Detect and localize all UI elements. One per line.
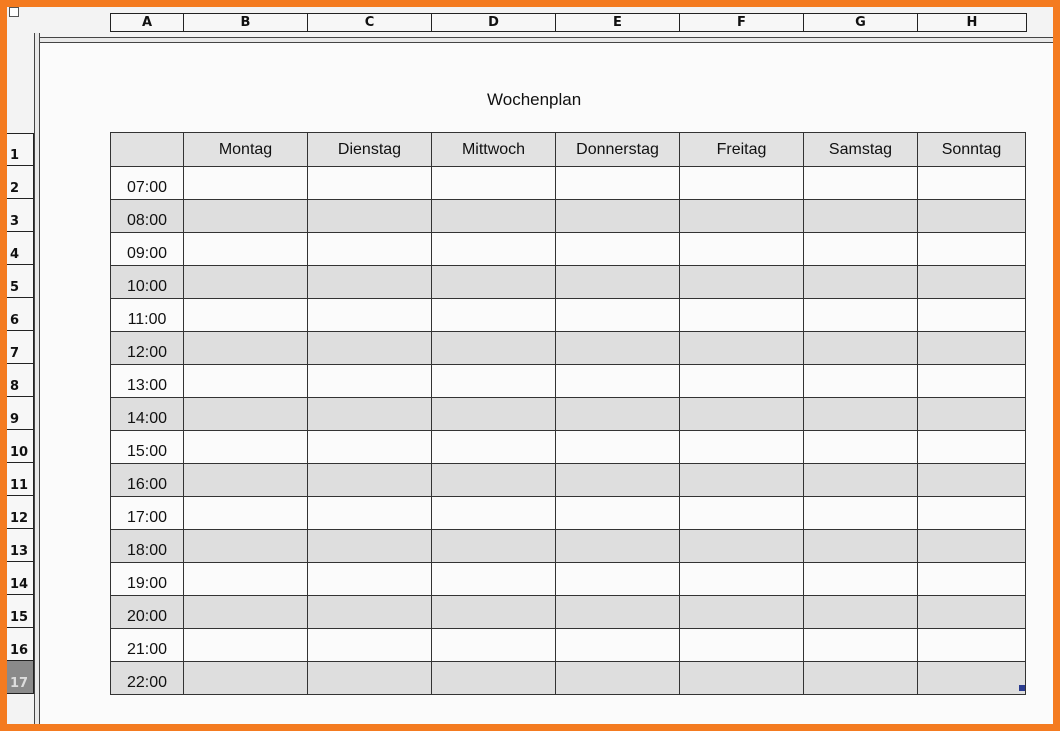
schedule-cell[interactable] bbox=[680, 497, 804, 530]
schedule-cell[interactable] bbox=[432, 365, 556, 398]
schedule-cell[interactable] bbox=[918, 398, 1026, 431]
schedule-cell[interactable] bbox=[432, 563, 556, 596]
schedule-cell[interactable] bbox=[918, 497, 1026, 530]
schedule-cell[interactable] bbox=[680, 662, 804, 695]
row-header-17[interactable]: 17 bbox=[7, 661, 33, 694]
schedule-cell[interactable] bbox=[432, 266, 556, 299]
time-cell[interactable]: 09:00 bbox=[111, 233, 184, 266]
time-row bbox=[111, 662, 1026, 695]
schedule-cell[interactable] bbox=[184, 299, 308, 332]
row-header-12[interactable]: 12 bbox=[7, 496, 33, 529]
row-header-8[interactable]: 8 bbox=[7, 364, 33, 397]
schedule-cell[interactable] bbox=[184, 464, 308, 497]
time-row bbox=[111, 464, 1026, 497]
schedule-cell[interactable] bbox=[918, 200, 1026, 233]
column-header-a[interactable]: A bbox=[111, 14, 184, 31]
time-cell[interactable]: 12:00 bbox=[111, 332, 184, 365]
schedule-cell[interactable] bbox=[804, 596, 918, 629]
schedule-cell[interactable] bbox=[432, 464, 556, 497]
day-header-cell[interactable]: Dienstag bbox=[308, 133, 432, 167]
time-cell[interactable]: 16:00 bbox=[111, 464, 184, 497]
schedule-cell[interactable] bbox=[308, 431, 432, 464]
schedule-cell[interactable] bbox=[918, 530, 1026, 563]
schedule-cell[interactable] bbox=[556, 431, 680, 464]
schedule-cell[interactable] bbox=[918, 629, 1026, 662]
schedule-cell[interactable] bbox=[680, 200, 804, 233]
schedule-cell[interactable] bbox=[184, 365, 308, 398]
column-header-b[interactable]: B bbox=[184, 14, 308, 31]
schedule-cell[interactable] bbox=[308, 167, 432, 200]
schedule-cell[interactable] bbox=[308, 596, 432, 629]
schedule-cell[interactable] bbox=[308, 530, 432, 563]
day-header-cell[interactable]: Mittwoch bbox=[432, 133, 556, 167]
row-header-strip bbox=[7, 133, 34, 694]
schedule-cell[interactable] bbox=[432, 431, 556, 464]
schedule-cell[interactable] bbox=[680, 563, 804, 596]
schedule-cell[interactable] bbox=[918, 233, 1026, 266]
schedule-cell[interactable] bbox=[804, 365, 918, 398]
day-header-cell[interactable]: Freitag bbox=[680, 133, 804, 167]
schedule-cell[interactable] bbox=[680, 398, 804, 431]
schedule-cell[interactable] bbox=[680, 266, 804, 299]
row-header-10[interactable]: 10 bbox=[7, 430, 33, 463]
schedule-cell[interactable] bbox=[308, 398, 432, 431]
schedule-cell[interactable] bbox=[804, 398, 918, 431]
schedule-cell[interactable] bbox=[804, 200, 918, 233]
time-row bbox=[111, 596, 1026, 629]
row-header-16[interactable]: 16 bbox=[7, 628, 33, 661]
schedule-cell[interactable] bbox=[556, 266, 680, 299]
schedule-cell[interactable] bbox=[184, 431, 308, 464]
schedule-cell[interactable] bbox=[432, 200, 556, 233]
schedule-cell[interactable] bbox=[918, 662, 1026, 695]
weekly-schedule-table bbox=[110, 132, 1026, 695]
schedule-cell[interactable] bbox=[184, 629, 308, 662]
column-header-c[interactable]: C bbox=[308, 14, 432, 31]
schedule-cell[interactable] bbox=[918, 167, 1026, 200]
schedule-cell[interactable] bbox=[804, 497, 918, 530]
schedule-cell[interactable] bbox=[184, 200, 308, 233]
time-cell[interactable]: 11:00 bbox=[111, 299, 184, 332]
schedule-cell[interactable] bbox=[680, 332, 804, 365]
schedule-cell[interactable] bbox=[308, 200, 432, 233]
row-header-11[interactable]: 11 bbox=[7, 463, 33, 496]
schedule-cell[interactable] bbox=[804, 530, 918, 563]
schedule-cell[interactable] bbox=[184, 266, 308, 299]
schedule-cell[interactable] bbox=[804, 332, 918, 365]
time-cell[interactable]: 07:00 bbox=[111, 167, 184, 200]
sheet-title: Wochenplan bbox=[487, 90, 582, 109]
schedule-cell[interactable] bbox=[308, 365, 432, 398]
column-header-e[interactable]: E bbox=[556, 14, 680, 31]
schedule-cell[interactable] bbox=[918, 299, 1026, 332]
row-header-5[interactable]: 5 bbox=[7, 265, 33, 298]
schedule-cell[interactable] bbox=[432, 662, 556, 695]
schedule-cell[interactable] bbox=[680, 365, 804, 398]
schedule-cell[interactable] bbox=[680, 431, 804, 464]
schedule-cell[interactable] bbox=[804, 266, 918, 299]
schedule-cell[interactable] bbox=[432, 299, 556, 332]
schedule-cell[interactable] bbox=[680, 629, 804, 662]
schedule-cell[interactable] bbox=[432, 629, 556, 662]
row-header-4[interactable]: 4 bbox=[7, 232, 33, 265]
time-cell[interactable]: 08:00 bbox=[111, 200, 184, 233]
schedule-cell[interactable] bbox=[184, 233, 308, 266]
schedule-cell[interactable] bbox=[432, 530, 556, 563]
row-header-15[interactable]: 15 bbox=[7, 595, 33, 628]
schedule-cell[interactable] bbox=[804, 233, 918, 266]
schedule-cell[interactable] bbox=[918, 596, 1026, 629]
empty-corner-cell[interactable] bbox=[111, 133, 184, 167]
day-header-cell[interactable]: Montag bbox=[184, 133, 308, 167]
time-row bbox=[111, 497, 1026, 530]
schedule-cell[interactable] bbox=[432, 497, 556, 530]
schedule-cell[interactable] bbox=[184, 332, 308, 365]
time-row bbox=[111, 365, 1026, 398]
row-header-3[interactable]: 3 bbox=[7, 199, 33, 232]
column-header-g[interactable]: G bbox=[804, 14, 918, 31]
time-row bbox=[111, 200, 1026, 233]
time-row bbox=[111, 530, 1026, 563]
schedule-cell[interactable] bbox=[556, 365, 680, 398]
column-header-d[interactable]: D bbox=[432, 14, 556, 31]
schedule-cell[interactable] bbox=[432, 596, 556, 629]
schedule-cell[interactable] bbox=[556, 596, 680, 629]
schedule-cell[interactable] bbox=[556, 167, 680, 200]
schedule-cell[interactable] bbox=[308, 563, 432, 596]
schedule-cell[interactable] bbox=[308, 332, 432, 365]
schedule-cell[interactable] bbox=[804, 431, 918, 464]
schedule-cell[interactable] bbox=[918, 431, 1026, 464]
spreadsheet-window bbox=[7, 7, 1053, 724]
schedule-cell[interactable] bbox=[308, 662, 432, 695]
time-row bbox=[111, 629, 1026, 662]
time-cell[interactable]: 13:00 bbox=[111, 365, 184, 398]
schedule-cell[interactable] bbox=[556, 629, 680, 662]
schedule-cell[interactable] bbox=[680, 596, 804, 629]
row-header-1[interactable]: 1 bbox=[7, 133, 33, 166]
schedule-cell[interactable] bbox=[432, 332, 556, 365]
schedule-cell[interactable] bbox=[184, 530, 308, 563]
time-row bbox=[111, 167, 1026, 200]
schedule-cell[interactable] bbox=[556, 662, 680, 695]
time-cell[interactable]: 15:00 bbox=[111, 431, 184, 464]
row-header-7[interactable]: 7 bbox=[7, 331, 33, 364]
schedule-cell[interactable] bbox=[804, 167, 918, 200]
schedule-cell[interactable] bbox=[432, 167, 556, 200]
day-header-cell[interactable]: Samstag bbox=[804, 133, 918, 167]
schedule-cell[interactable] bbox=[918, 464, 1026, 497]
schedule-cell[interactable] bbox=[804, 563, 918, 596]
schedule-cell[interactable] bbox=[184, 497, 308, 530]
schedule-cell[interactable] bbox=[556, 497, 680, 530]
time-cell[interactable]: 21:00 bbox=[111, 629, 184, 662]
column-header-strip bbox=[110, 13, 1027, 32]
schedule-cell[interactable] bbox=[918, 266, 1026, 299]
select-all-corner[interactable] bbox=[9, 7, 19, 17]
schedule-cell[interactable] bbox=[556, 464, 680, 497]
schedule-cell[interactable] bbox=[556, 200, 680, 233]
schedule-cell[interactable] bbox=[556, 233, 680, 266]
schedule-cell[interactable] bbox=[556, 299, 680, 332]
time-row bbox=[111, 431, 1026, 464]
time-row bbox=[111, 398, 1026, 431]
schedule-cell[interactable] bbox=[918, 563, 1026, 596]
time-cell[interactable]: 18:00 bbox=[111, 530, 184, 563]
schedule-cell[interactable] bbox=[680, 299, 804, 332]
schedule-cell[interactable] bbox=[432, 398, 556, 431]
schedule-cell[interactable] bbox=[556, 563, 680, 596]
day-header-cell[interactable]: Donnerstag bbox=[556, 133, 680, 167]
time-cell[interactable]: 22:00 bbox=[111, 662, 184, 695]
row-header-13[interactable]: 13 bbox=[7, 529, 33, 562]
schedule-cell[interactable] bbox=[680, 167, 804, 200]
schedule-cell[interactable] bbox=[184, 596, 308, 629]
schedule-cell[interactable] bbox=[556, 530, 680, 563]
schedule-cell[interactable] bbox=[184, 662, 308, 695]
schedule-cell[interactable] bbox=[804, 299, 918, 332]
schedule-cell[interactable] bbox=[804, 629, 918, 662]
time-cell[interactable]: 14:00 bbox=[111, 398, 184, 431]
schedule-cell[interactable] bbox=[804, 464, 918, 497]
schedule-cell[interactable] bbox=[308, 299, 432, 332]
day-header-row bbox=[111, 133, 1026, 167]
time-row bbox=[111, 266, 1026, 299]
schedule-cell[interactable] bbox=[184, 398, 308, 431]
schedule-cell[interactable] bbox=[184, 167, 308, 200]
schedule-cell[interactable] bbox=[918, 332, 1026, 365]
day-header-cell[interactable]: Sonntag bbox=[918, 133, 1026, 167]
column-header-f[interactable]: F bbox=[680, 14, 804, 31]
row-header-14[interactable]: 14 bbox=[7, 562, 33, 595]
column-header-h[interactable]: H bbox=[966, 15, 978, 30]
schedule-cell[interactable] bbox=[804, 662, 918, 695]
time-cell[interactable]: 10:00 bbox=[111, 266, 184, 299]
schedule-cell[interactable] bbox=[432, 233, 556, 266]
time-cell[interactable]: 17:00 bbox=[111, 497, 184, 530]
time-cell[interactable]: 20:00 bbox=[111, 596, 184, 629]
schedule-cell[interactable] bbox=[680, 233, 804, 266]
time-cell[interactable]: 19:00 bbox=[111, 563, 184, 596]
schedule-cell[interactable] bbox=[556, 332, 680, 365]
schedule-cell[interactable] bbox=[680, 464, 804, 497]
schedule-cell[interactable] bbox=[918, 365, 1026, 398]
row-header-9[interactable]: 9 bbox=[7, 397, 33, 430]
schedule-cell[interactable] bbox=[308, 629, 432, 662]
schedule-cell[interactable] bbox=[308, 233, 432, 266]
schedule-cell[interactable] bbox=[308, 464, 432, 497]
time-row bbox=[111, 233, 1026, 266]
row-header-6[interactable]: 6 bbox=[7, 298, 33, 331]
row-header-2[interactable]: 2 bbox=[7, 166, 33, 199]
time-row bbox=[111, 332, 1026, 365]
time-row bbox=[111, 299, 1026, 332]
schedule-cell[interactable] bbox=[308, 266, 432, 299]
schedule-cell[interactable] bbox=[556, 398, 680, 431]
schedule-cell[interactable] bbox=[184, 563, 308, 596]
schedule-cell[interactable] bbox=[308, 497, 432, 530]
time-row bbox=[111, 563, 1026, 596]
schedule-cell[interactable] bbox=[680, 530, 804, 563]
selection-fill-handle[interactable] bbox=[1019, 685, 1025, 691]
